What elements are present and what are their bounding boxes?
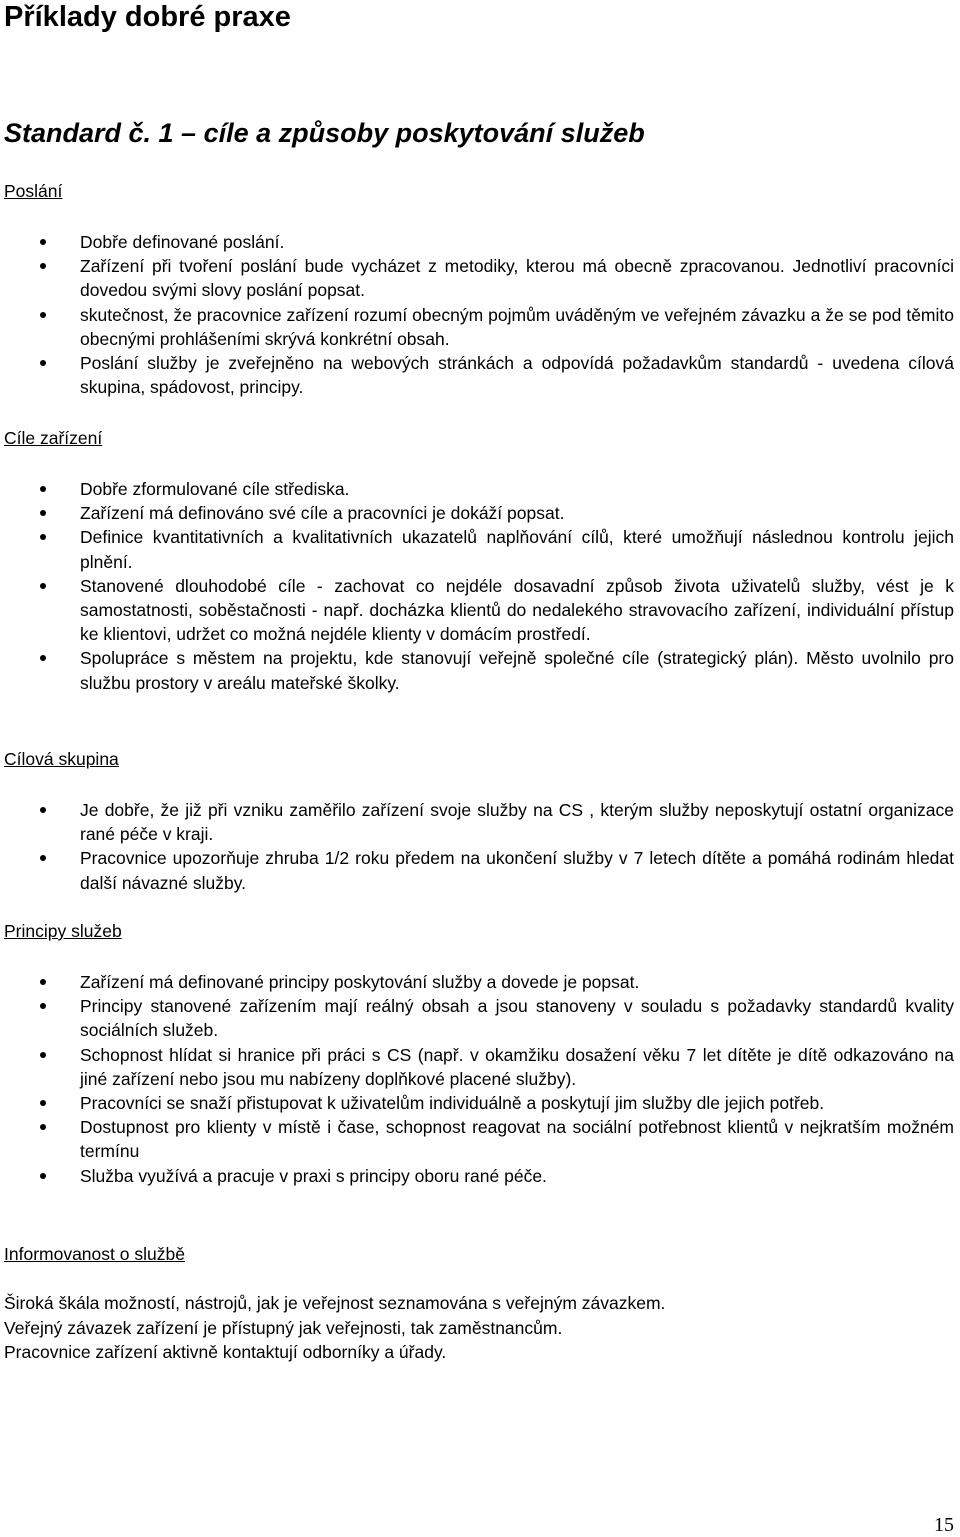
list-item: Poslání služby je zveřejněno na webových stránkách a odpovídá požadavkům standardů - uvedena cílová skupina, spádovost, principy. — [0, 351, 956, 399]
bullet-icon — [40, 239, 46, 245]
bullet-icon — [40, 979, 46, 985]
list-item: Schopnost hlídat si hranice při práci s CS (např. v okamžiku dosažení věku 7 let dítěte je dítě odkazováno na jiné zařízení nebo jsou mu nabízeny doplňkové placené služby). — [0, 1043, 956, 1091]
bullet-icon — [40, 655, 46, 661]
bullet-icon — [40, 486, 46, 492]
list-item: skutečnost, že pracovnice zařízení rozumí obecným pojmům uváděným ve veřejném závazku a že se pod těmito obecnými prohlášeními skrývá konkrétní obsah. — [0, 303, 956, 351]
text-line: Široká škála možností, nástrojů, jak je veřejnost seznamována s veřejným závazkem. — [4, 1293, 666, 1313]
list-item: Definice kvantitativních a kvalitativních ukazatelů naplňování cílů, které umožňují následnou kontrolu jejich plnění. — [0, 525, 956, 573]
list-item: Zařízení má definované principy poskytování služby a dovede je popsat. — [0, 970, 956, 994]
list-item: Pracovnice upozorňuje zhruba 1/2 roku předem na ukončení služby v 7 letech dítěte a pomáhá rodinám hledat další návazné služby. — [0, 846, 956, 894]
bullet-icon — [40, 1124, 46, 1130]
bullet-icon — [40, 1100, 46, 1106]
list-item: Pracovníci se snaží přistupovat k uživatelům individuálně a poskytují jim služby dle jejich potřeb. — [0, 1091, 956, 1115]
bullet-icon — [40, 263, 46, 269]
informovanost-text — [4, 1291, 954, 1365]
list-item: Dobře zformulované cíle střediska. — [0, 477, 956, 501]
page-number: 15 — [934, 1514, 954, 1536]
section-heading-poslani: Poslání — [4, 181, 63, 201]
bullet-icon — [40, 312, 46, 318]
bullet-icon — [40, 1052, 46, 1058]
section-heading-cile: Cíle zařízení — [4, 428, 103, 448]
list-cile — [0, 477, 956, 695]
section-heading-informovanost: Informovanost o službě — [4, 1244, 185, 1264]
list-item: Spolupráce s městem na projektu, kde stanovují veřejně společné cíle (strategický plán). Město uvolnilo pro službu prostory v areálu mateřské školky. — [0, 646, 956, 694]
bullet-icon — [40, 583, 46, 589]
standard-title: Standard č. 1 – cíle a způsoby poskytování služeb — [4, 118, 645, 148]
list-cilova-skupina — [0, 798, 956, 895]
bullet-icon — [40, 855, 46, 861]
section-heading-cilova-skupina: Cílová skupina — [4, 749, 119, 769]
bullet-icon — [40, 510, 46, 516]
text-line: Veřejný závazek zařízení je přístupný jak veřejnosti, tak zaměstnancům. — [4, 1317, 563, 1338]
list-item: Služba využívá a pracuje v praxi s principy oboru rané péče. — [0, 1164, 956, 1188]
list-poslani — [0, 230, 956, 399]
bullet-icon — [40, 534, 46, 540]
text-line: Pracovnice zařízení aktivně kontaktují odborníky a úřady. — [4, 1342, 447, 1362]
list-item: Je dobře, že již při vzniku zaměřilo zařízení svoje služby na CS , kterým služby neposkytují ostatní organizace rané péče v kraji. — [0, 798, 956, 846]
list-item: Principy stanovené zařízením mají reálný obsah a jsou stanoveny v souladu s požadavky standardů kvality sociálních služeb. — [0, 994, 956, 1042]
list-item: Zařízení má definováno své cíle a pracovníci je dokáží popsat. — [0, 501, 956, 525]
bullet-icon — [40, 1173, 46, 1179]
page-title: Příklady dobré praxe — [4, 1, 291, 33]
bullet-icon — [40, 1003, 46, 1009]
section-heading-principy: Principy služeb — [4, 921, 122, 941]
list-item: Dostupnost pro klienty v místě i čase, schopnost reagovat na sociální potřebnost klientů v nejkratším možném termínu — [0, 1115, 956, 1163]
list-item: Dobře definované poslání. — [0, 230, 956, 254]
bullet-icon — [40, 807, 46, 813]
list-item: Stanovené dlouhodobé cíle - zachovat co nejdéle dosavadní způsob života uživatelů služby, vést je k samostatnosti, soběstačnosti - např. docházka klientů do nedalekého stravovacího zařízení, individuální přístup ke klientovi, udržet co možná nejdéle klienty v domácím prostředí. — [0, 574, 956, 647]
list-principy — [0, 970, 956, 1188]
list-item: Zařízení při tvoření poslání bude vycházet z metodiky, kterou má obecně zpracovanou. Jednotliví pracovníci dovedou svými slovy poslání popsat. — [0, 254, 956, 302]
bullet-icon — [40, 360, 46, 366]
